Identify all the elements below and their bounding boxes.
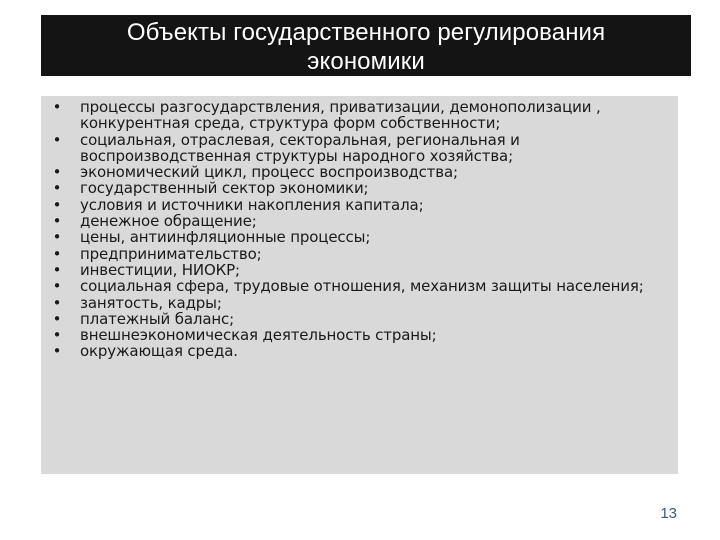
list-item-text: инвестиции, НИОКР; — [80, 260, 240, 279]
list-item-text: занятость, кадры; — [80, 293, 222, 312]
list-item-text: государственный сектор экономики; — [80, 179, 369, 198]
bullet-icon: • — [52, 326, 62, 345]
list-item-text: социальная, отраслевая, секторальная, региональная и воспроизводственная структуры народного хозяйства; — [80, 130, 520, 165]
list-item — [50, 197, 670, 213]
list-item — [50, 246, 670, 262]
bullet-icon: • — [52, 277, 62, 296]
list-item — [50, 327, 670, 343]
list-item — [50, 132, 670, 165]
bullet-icon: • — [52, 293, 62, 312]
list-item-text: процессы разгосударствления, приватизации, демонополизации , конкурентная среда, структура форм собственности; — [80, 98, 601, 133]
bullet-icon: • — [52, 309, 62, 328]
list-item-text: платежный баланс; — [80, 309, 235, 328]
bullet-icon: • — [52, 260, 62, 279]
bullet-icon: • — [52, 98, 62, 116]
list-item — [50, 278, 670, 294]
bullet-icon: • — [52, 130, 62, 149]
list-item — [50, 99, 670, 132]
list-item — [50, 229, 670, 245]
bullet-list — [50, 99, 670, 360]
content-box — [41, 96, 678, 474]
list-item-text: цены, антиинфляционные процессы; — [80, 228, 371, 247]
list-item — [50, 164, 670, 180]
list-item — [50, 295, 670, 311]
bullet-icon: • — [52, 179, 62, 198]
slide-title-line-1: Объекты государственного регулирования — [126, 19, 606, 46]
bullet-icon: • — [52, 163, 62, 182]
list-item-text: экономический цикл, процесс воспроизводства; — [80, 163, 458, 182]
list-item-text: условия и источники накопления капитала; — [80, 195, 424, 214]
bullet-icon: • — [52, 212, 62, 231]
list-item-text: окружающая среда. — [80, 342, 238, 361]
list-item — [50, 343, 670, 359]
list-item — [50, 262, 670, 278]
bullet-icon: • — [52, 244, 62, 263]
list-item-text: внешнеэкономическая деятельность страны; — [80, 326, 437, 345]
list-item — [50, 311, 670, 327]
list-item — [50, 180, 670, 196]
bullet-icon: • — [52, 228, 62, 247]
bullet-icon: • — [52, 195, 62, 214]
list-item — [50, 213, 670, 229]
slide-title-line-2: экономики — [307, 48, 425, 75]
slide-title-bar — [41, 15, 691, 76]
list-item-text: социальная сфера, трудовые отношения, механизм защиты населения; — [80, 277, 644, 296]
bullet-icon: • — [52, 342, 62, 361]
page-number: 13 — [660, 505, 677, 522]
list-item-text: предпринимательство; — [80, 244, 262, 263]
list-item-text: денежное обращение; — [80, 212, 257, 231]
